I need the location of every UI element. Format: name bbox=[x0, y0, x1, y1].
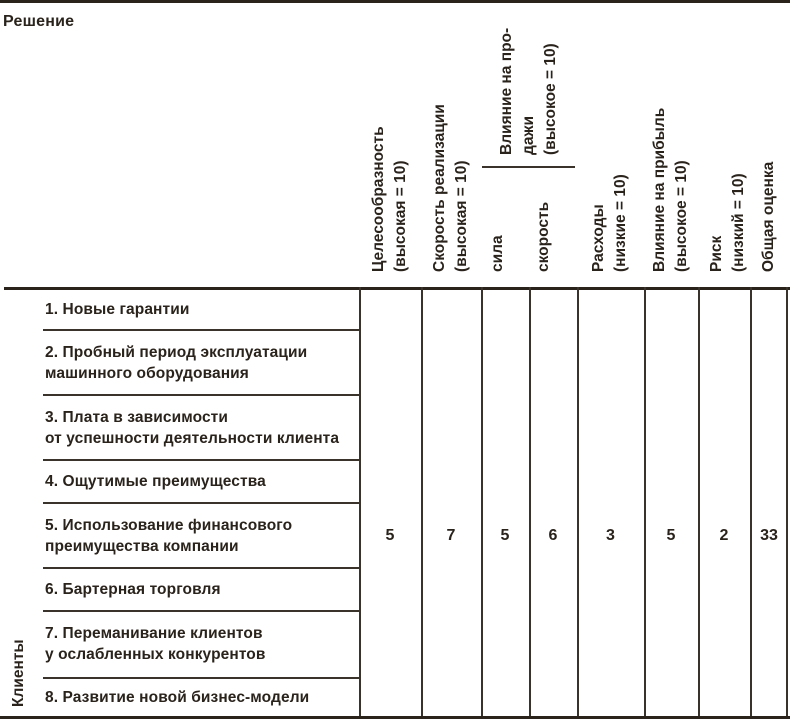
column-separator bbox=[481, 287, 483, 716]
row-label-6 bbox=[45, 569, 357, 609]
column-header-text: Риск bbox=[708, 235, 725, 272]
column-header-profit-impact bbox=[649, 108, 693, 272]
subcolumn-header-speed bbox=[533, 202, 555, 272]
cell-value-risk: 2 bbox=[719, 526, 729, 544]
column-header-text: сила bbox=[489, 235, 506, 272]
column-header-text: Общая оценка bbox=[760, 161, 777, 272]
row-label-text: 6. Бартерная торговля bbox=[45, 580, 221, 598]
row-label-7 bbox=[45, 611, 357, 677]
column-header-scale-note: (высокая = 10) bbox=[453, 160, 470, 272]
row-label-1 bbox=[45, 290, 357, 329]
column-header-text: скорость bbox=[535, 201, 552, 272]
cell-value-profit-impact: 5 bbox=[666, 526, 676, 544]
row-label-text: 3. Плата в зависимости bbox=[45, 408, 228, 426]
cell-value-feasibility: 5 bbox=[385, 526, 395, 544]
column-header-scale-note: (высокое = 10) bbox=[542, 43, 559, 155]
cell-value-costs: 3 bbox=[606, 526, 615, 544]
column-separator bbox=[577, 287, 579, 716]
table-right-border bbox=[786, 287, 788, 716]
column-header-scale-note: (высокое = 10) bbox=[673, 160, 690, 272]
column-header-costs bbox=[588, 174, 632, 272]
row-label-text: у ослабленных конкурентов bbox=[45, 646, 266, 663]
column-header-text: Скорость реализации bbox=[431, 104, 448, 272]
cell-value-sales-strength: 5 bbox=[500, 526, 510, 544]
row-label-text: 2. Пробный период эксплуатации bbox=[45, 343, 308, 361]
row-label-5 bbox=[45, 504, 357, 567]
column-separator bbox=[750, 287, 752, 716]
row-label-text: от успешности деятельности клиента bbox=[45, 429, 340, 447]
column-header-risk bbox=[706, 173, 750, 272]
row-label-text: 8. Развитие новой бизнес-модели bbox=[45, 689, 310, 706]
column-group-header-sales-impact bbox=[496, 28, 562, 155]
column-header-text: Влияние на про- bbox=[498, 27, 515, 155]
column-header-scale-note: (высокая = 10) bbox=[392, 160, 409, 272]
row-label-text: 4. Ощутимые преимущества bbox=[45, 473, 266, 490]
clients-group-label-text: Клиенты bbox=[10, 639, 27, 707]
row-label-text: 7. Переманивание клиентов bbox=[45, 625, 263, 642]
cell-value-sales-speed: 6 bbox=[548, 526, 558, 544]
column-separator bbox=[698, 287, 700, 716]
column-header-text: Целесообразность bbox=[370, 126, 387, 272]
sales-impact-group-underline bbox=[482, 166, 575, 168]
column-header-implementation-speed bbox=[429, 104, 473, 272]
decision-label: Решение bbox=[3, 13, 75, 30]
column-separator bbox=[644, 287, 646, 716]
table-bottom-border bbox=[0, 716, 790, 719]
column-header-scale-note: (низкие = 10) bbox=[612, 174, 629, 272]
row-label-8 bbox=[45, 679, 357, 716]
row-label-4 bbox=[45, 461, 357, 502]
column-separator bbox=[421, 287, 423, 716]
clients-group-label bbox=[8, 639, 30, 707]
cell-value-total-score: 33 bbox=[760, 526, 778, 544]
row-label-text: преимущества компании bbox=[45, 537, 239, 555]
column-separator bbox=[529, 287, 531, 716]
row-label-text: машинного оборудования bbox=[45, 364, 249, 382]
row-label-text: 5. Использование финансового bbox=[45, 516, 293, 534]
column-header-text: Расходы bbox=[590, 204, 607, 272]
column-header-scale-note: (низкий = 10) bbox=[730, 173, 747, 272]
column-header-total-score bbox=[758, 162, 780, 272]
column-header-text: дажи bbox=[520, 116, 537, 155]
column-header-text: Влияние на прибыль bbox=[651, 107, 668, 272]
cell-value-implementation-speed: 7 bbox=[446, 526, 456, 544]
row-label-text: 1. Новые гарантии bbox=[45, 301, 190, 318]
row-label-2 bbox=[45, 331, 357, 394]
top-rule bbox=[0, 0, 790, 3]
subcolumn-header-strength bbox=[487, 235, 509, 272]
row-label-3 bbox=[45, 396, 357, 459]
column-header-feasibility bbox=[368, 126, 412, 272]
